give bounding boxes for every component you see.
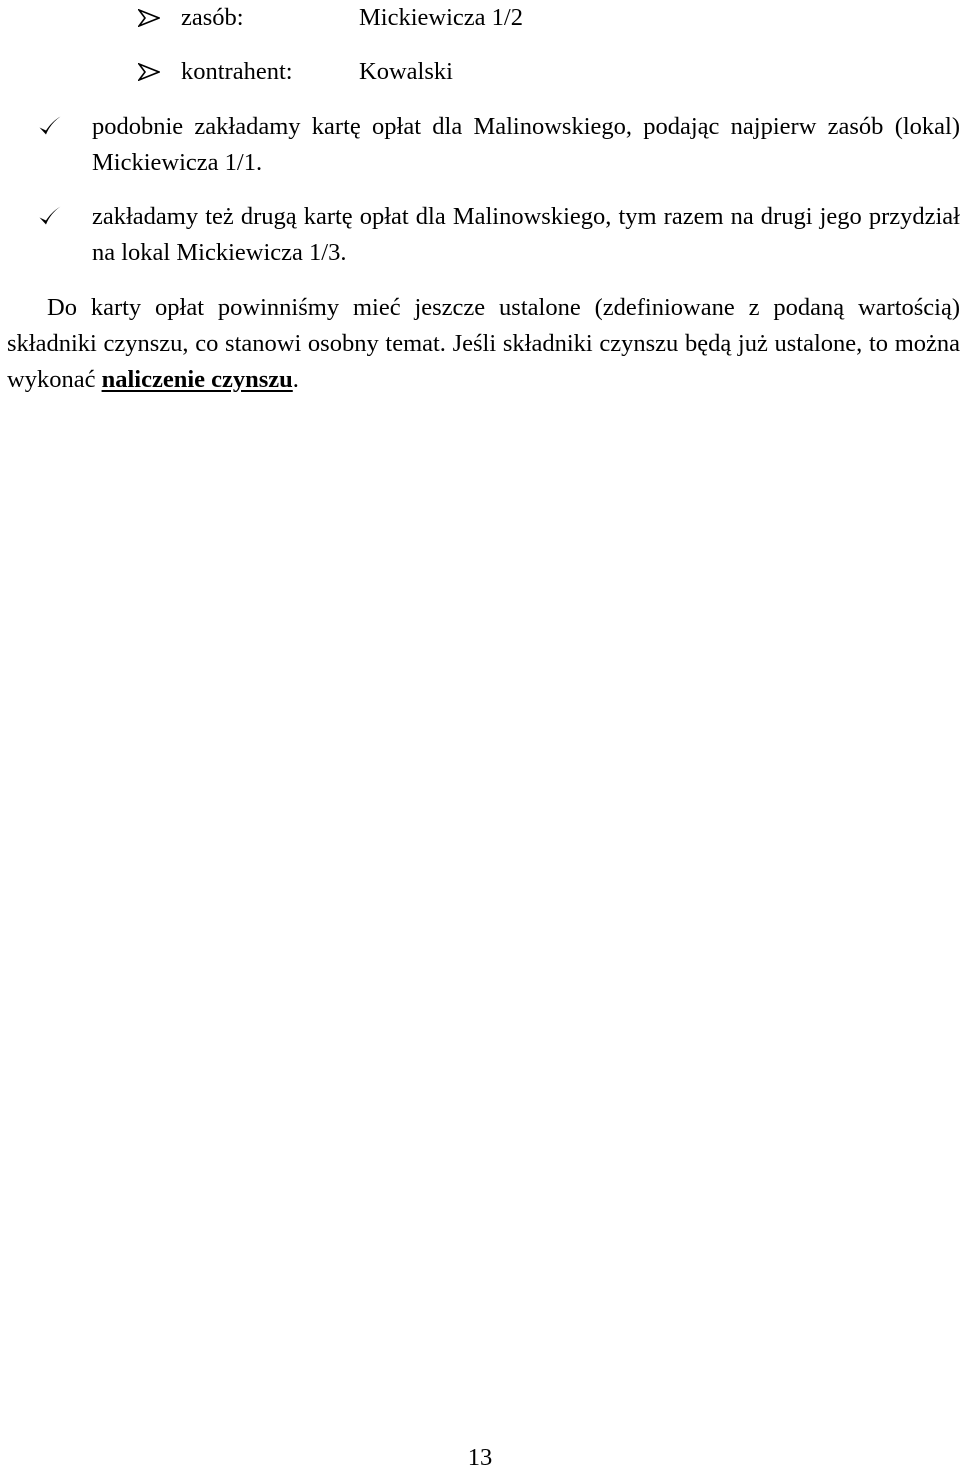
arrow-bullet-icon: [138, 63, 160, 81]
page-number: 13: [467, 1444, 493, 1471]
paragraph-text: Do karty opłat powinniśmy mieć jeszcze ustalone (zdefiniowane z podaną wartością) składniki czynszu, co stanowi osobny temat. Jeśli składniki czynszu będą już ustalone, to można wykonać: [7, 294, 960, 393]
check-list-item: [38, 109, 960, 181]
check-bullet-icon: [38, 115, 62, 137]
arrow-bullet-icon: [138, 9, 160, 27]
arrow-item-label: zasób:: [181, 4, 244, 31]
naliczenie-czynszu-link[interactable]: naliczenie czynszu: [101, 366, 293, 393]
check-bullet-icon: [38, 205, 62, 227]
check-item-text: podobnie zakładamy kartę opłat dla Malinowskiego, podając najpierw zasób (lokal) Mickiewicza 1/1.: [92, 113, 960, 176]
arrow-item-value: Kowalski: [359, 58, 453, 85]
check-list-item: [38, 199, 960, 271]
body-paragraph: [7, 290, 960, 398]
arrow-item-value: Mickiewicza 1/2: [359, 4, 523, 31]
arrow-item-label: kontrahent:: [181, 58, 293, 85]
check-item-text: zakładamy też drugą kartę opłat dla Malinowskiego, tym razem na drugi jego przydział na lokal Mickiewicza 1/3.: [92, 203, 960, 266]
paragraph-end: .: [292, 366, 299, 393]
